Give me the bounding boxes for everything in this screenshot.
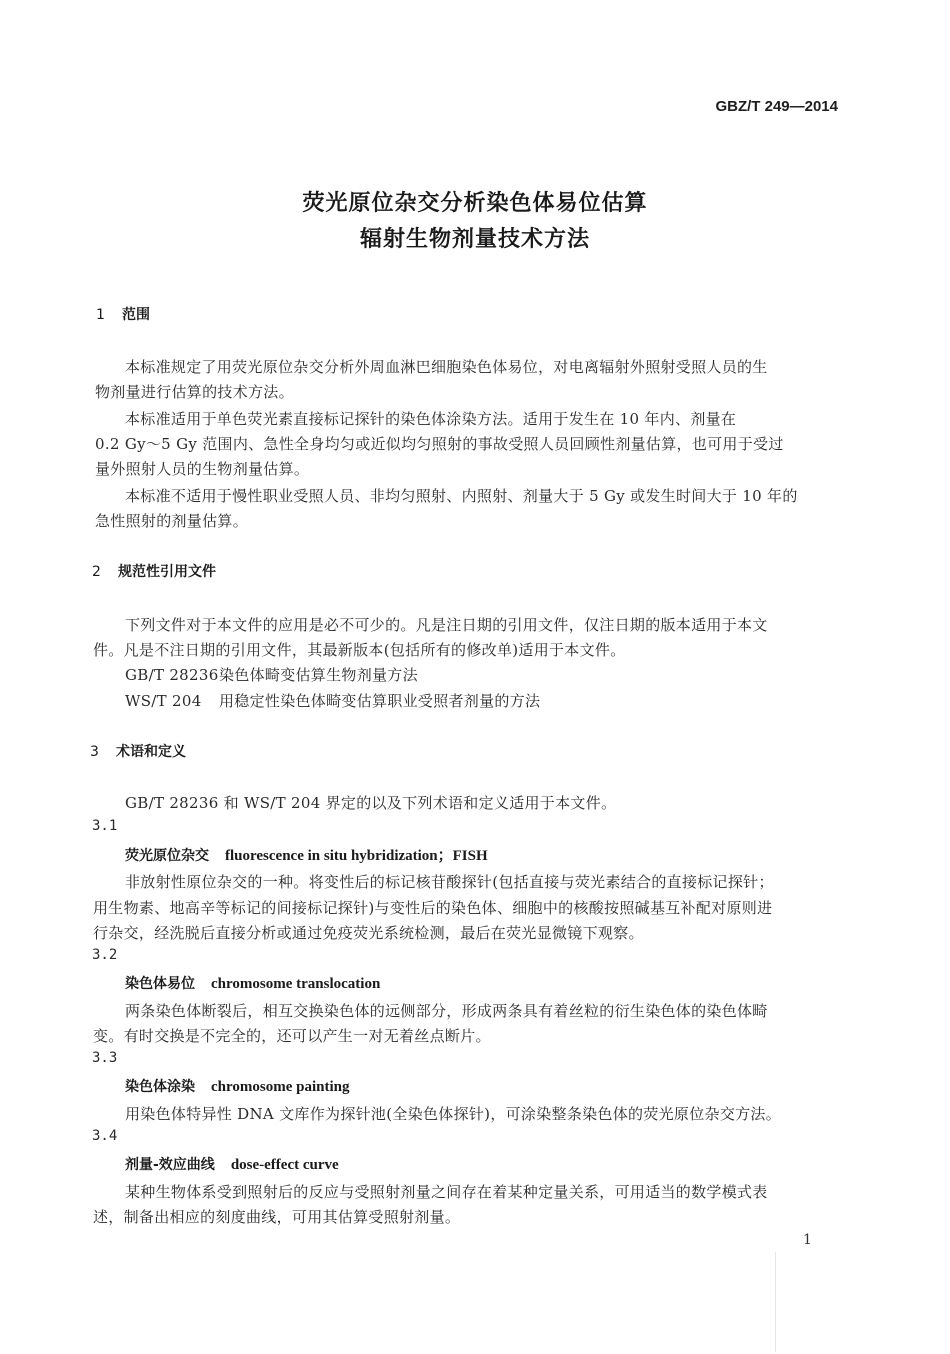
paragraph-line: 本标准适用于单色荧光素直接标记探针的染色体涂染方法。适用于发生在 10 年内、剂量在: [125, 410, 737, 428]
term-chinese: 荧光原位杂交: [125, 848, 209, 864]
term-entry: [125, 1076, 349, 1096]
definition-line: 述，制备出相应的刻度曲线，可用其估算受照射剂量。: [93, 1208, 461, 1226]
definition-line: 某种生物体系受到照射后的反应与受照射剂量之间存在着某种定量关系，可用适当的数学模式表: [125, 1183, 768, 1201]
paragraph-line: GB/T 28236 和 WS/T 204 界定的以及下列术语和定义适用于本文件。: [125, 794, 617, 812]
paragraph-line: 本标准不适用于慢性职业受照人员、非均匀照射、内照射、剂量大于 5 Gy 或发生时间大于 10 年的: [125, 487, 798, 505]
term-chinese: 染色体易位: [125, 976, 195, 992]
term-entry: [125, 1154, 339, 1174]
section-title: 规范性引用文件: [118, 564, 216, 580]
section-number: 3: [90, 744, 99, 760]
definition-line: 非放射性原位杂交的一种。将变性后的标记核苷酸探针(包括直接与荧光素结合的直接标记探针；: [125, 873, 774, 891]
term-number: 3.4: [92, 1128, 118, 1144]
section-heading-normative-references: [92, 561, 216, 581]
document-title-line-2: 辐射生物剂量技术方法: [359, 227, 590, 252]
term-entry: [125, 973, 380, 993]
paragraph-line: 物剂量进行估算的技术方法。: [95, 383, 294, 401]
section-title: 范围: [122, 307, 150, 323]
term-number: 3.3: [92, 1050, 118, 1066]
reference-title: 染色体畸变估算生物剂量方法: [219, 666, 418, 684]
term-english: dose-effect curve: [230, 1157, 339, 1173]
paragraph-line: 0.2 Gy～5 Gy 范围内、急性全身均匀或近似均匀照射的事故受照人员回顾性剂量估算，也可用于受过: [95, 435, 784, 453]
standard-code: GBZ/T 249—2014: [715, 98, 838, 115]
definition-line: 变。有时交换是不完全的，还可以产生一对无着丝点断片。: [93, 1027, 491, 1045]
section-heading-scope: [96, 304, 150, 324]
scan-fold-line: [775, 1252, 776, 1352]
definition-line: 行杂交，经洗脱后直接分析或通过免疫荧光系统检测，最后在荧光显微镜下观察。: [93, 924, 644, 942]
definition-line: 用生物素、地高辛等标记的间接标记探针)与变性后的染色体、细胞中的核酸按照碱基互补配对原则进: [93, 899, 773, 917]
section-number: 2: [92, 564, 101, 580]
term-english: fluorescence in situ hybridization；FISH: [225, 848, 488, 864]
paragraph-line: 件。凡是不注日期的引用文件，其最新版本(包括所有的修改单)适用于本文件。: [93, 641, 626, 659]
section-number: 1: [96, 307, 105, 323]
term-english: chromosome painting: [211, 1079, 350, 1095]
paragraph-line: 量外照射人员的生物剂量估算。: [95, 460, 310, 478]
term-chinese: 染色体涂染: [125, 1079, 195, 1095]
term-entry: [125, 844, 488, 865]
reference-title: 用稳定性染色体畸变估算职业受照者剂量的方法: [219, 692, 541, 710]
paragraph-line: 下列文件对于本文件的应用是必不可少的。凡是注日期的引用文件，仅注日期的版本适用于本文: [125, 616, 768, 634]
definition-line: 用染色体特异性 DNA 文库作为探针池(全染色体探针)，可涂染整条染色体的荧光原位杂交方法。: [125, 1105, 782, 1123]
reference-code: GB/T 28236: [125, 666, 219, 684]
section-title: 术语和定义: [116, 744, 186, 760]
document-title-line-1: 荧光原位杂交分析染色体易位估算: [302, 191, 648, 216]
term-number: 3.2: [92, 947, 118, 963]
paragraph-line: 本标准规定了用荧光原位杂交分析外周血淋巴细胞染色体易位，对电离辐射外照射受照人员的生: [125, 358, 768, 376]
page-number: 1: [803, 1232, 812, 1248]
definition-line: 两条染色体断裂后，相互交换染色体的远侧部分，形成两条具有着丝粒的衍生染色体的染色体畸: [125, 1002, 768, 1020]
term-english: chromosome translocation: [211, 976, 381, 992]
reference-item: [125, 664, 418, 685]
reference-item: [125, 690, 540, 711]
paragraph-line: 急性照射的剂量估算。: [95, 512, 249, 530]
term-chinese: 剂量-效应曲线: [125, 1157, 215, 1173]
section-heading-terms-and-definitions: [90, 741, 186, 761]
term-number: 3.1: [92, 818, 118, 834]
reference-code: WS/T 204: [125, 692, 202, 710]
